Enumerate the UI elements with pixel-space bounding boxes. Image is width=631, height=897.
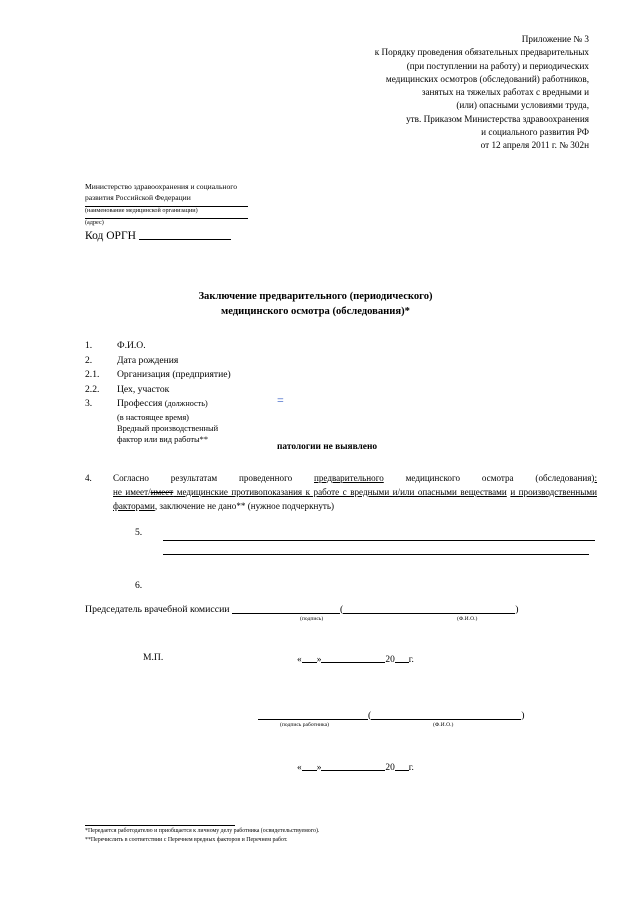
- item-number: 5.: [135, 527, 143, 538]
- item-number: 6.: [135, 580, 143, 591]
- item-5-blank-line-1[interactable]: [163, 527, 595, 541]
- header-line-6: (или) опасными условиями труда,: [456, 100, 589, 111]
- close-paren: ): [521, 710, 525, 721]
- item-label: Ф.И.О.: [117, 340, 146, 351]
- year-field[interactable]: [395, 760, 409, 771]
- conclusion-production-factors: и производственными факторами: [113, 487, 597, 512]
- footnote-2: **Перечислить в соответствии с Перечнем вредных факторов и Перечнем работ.: [85, 836, 288, 843]
- footnote-1: *Передается работодателю и приобщается к личному делу работника (освидетельствуемого).: [85, 828, 320, 834]
- form-field-list: [85, 339, 505, 446]
- conclusion-line-1: [113, 471, 597, 485]
- conclusion-seg-colon: :: [594, 473, 597, 483]
- item-5-fill-lines: [163, 527, 595, 555]
- item-number: 1.: [85, 340, 93, 351]
- profession-label-sub: (должность): [164, 399, 208, 409]
- date-line-worker: [297, 760, 414, 773]
- conclusion-seg-underlined: предварительного: [314, 473, 384, 483]
- ministry-line-2: развития Российской Федерации: [85, 192, 191, 202]
- list-item: [85, 368, 505, 383]
- conclusion-line-3-rest: , заключение не дано** (нужное подчеркнуть): [154, 501, 335, 512]
- month-field[interactable]: [321, 652, 385, 663]
- header-line-8: и социального развития РФ: [481, 127, 589, 138]
- header-line-3: (при поступлении на работу) и периодических: [406, 60, 589, 71]
- header-line-4: медицинских осмотров (обследований) работников,: [385, 73, 589, 84]
- item-number: 2.1.: [85, 369, 100, 381]
- page-title-line-2: медицинского осмотра (обследования)*: [221, 306, 410, 317]
- item-5-blank-line-2[interactable]: [163, 541, 589, 555]
- conclusion-contraindications: медицинские противопоказания к работе с вредными и/или опасными веществами: [173, 487, 507, 498]
- day-field[interactable]: [302, 652, 317, 663]
- year-prefix: 20: [385, 763, 395, 773]
- header-line-1: Приложение № 3: [521, 34, 589, 44]
- item-number: 4.: [85, 473, 92, 483]
- quote-close: »: [316, 763, 322, 773]
- header-line-9: от 12 апреля 2011 г. № 302н: [480, 140, 589, 151]
- quote-open: «: [297, 655, 302, 665]
- item-5-block: [135, 527, 595, 555]
- conclusion-seg-1: Согласно результатам проведенного: [113, 473, 315, 483]
- header-line-7: утв. Приказом Министерства здравоохранения: [406, 113, 589, 124]
- ministry-line-1: Министерство здравоохранения и социального: [85, 182, 237, 191]
- profession-subline-1: (в настоящее время): [117, 412, 189, 422]
- quote-open: «: [297, 763, 302, 773]
- orgn-row: [85, 229, 285, 243]
- orgn-blank-field[interactable]: [139, 229, 231, 240]
- profession-subline-3: фактор или вид работы**: [117, 435, 209, 445]
- pathology-note: патологии не выявлено: [277, 442, 378, 452]
- orgn-label: Код ОРГН: [85, 230, 136, 242]
- caption-fio: (Ф.И.О.): [433, 722, 454, 728]
- conclusion-not-has: не имеет/: [113, 487, 151, 498]
- conclusion-seg-3: медицинского осмотра (обследования): [383, 473, 595, 483]
- item-number: 2.: [85, 354, 93, 366]
- item-label: Дата рождения: [117, 354, 179, 366]
- profession-subline-2: Вредный производственный: [117, 424, 219, 434]
- item-label: Организация (предприятие): [117, 369, 231, 381]
- quote-close: »: [316, 655, 322, 665]
- conclusion-has-struck: имеет: [150, 487, 174, 498]
- year-field[interactable]: [395, 652, 409, 663]
- chairman-fio-field[interactable]: [343, 602, 515, 614]
- list-item: [85, 354, 505, 369]
- chairman-signature-row: [85, 602, 555, 616]
- close-paren: ): [515, 604, 519, 615]
- page-title-line-1: Заключение предварительного (периодического): [198, 291, 433, 302]
- chairman-signature-field[interactable]: [232, 602, 340, 614]
- footnote-separator: [85, 825, 235, 826]
- address-caption: (адрес): [85, 219, 104, 226]
- month-field[interactable]: [321, 760, 385, 771]
- item-label: [117, 397, 505, 412]
- conclusion-text: [113, 471, 597, 514]
- day-field[interactable]: [302, 760, 317, 771]
- stamp-place-label: М.П.: [143, 652, 164, 663]
- item-number: 3.: [85, 398, 93, 410]
- header-line-5: занятых на тяжелых работах с вредными и: [421, 87, 589, 98]
- item-label: Цех, участок: [117, 383, 170, 395]
- list-item: [85, 383, 505, 398]
- list-item-profession: [85, 397, 505, 412]
- item-6-block: [135, 580, 142, 591]
- appendix-header: [319, 33, 589, 153]
- org-name-caption: (наименование медицинской организации): [85, 207, 198, 214]
- footnotes-block: [85, 825, 545, 844]
- open-paren: (: [340, 604, 344, 615]
- date-line-chairman: [297, 652, 414, 665]
- worker-fio-field[interactable]: [371, 708, 521, 720]
- caption-fio: (Ф.И.О.): [457, 616, 478, 622]
- page-title: [0, 289, 631, 319]
- conclusion-paragraph: [85, 471, 597, 514]
- caption-worker-signature: (подпись работника): [280, 722, 330, 728]
- ministry-block: [85, 182, 285, 243]
- worker-signature-row: [258, 708, 558, 721]
- item-number: 2.2.: [85, 383, 100, 395]
- worker-signature-field[interactable]: [258, 708, 368, 720]
- open-paren: (: [368, 710, 372, 721]
- chairman-label: Председатель врачебной комиссии: [85, 604, 230, 615]
- year-suffix: г.: [408, 655, 414, 665]
- year-suffix: г.: [408, 763, 414, 773]
- equals-annotation-mark: =: [277, 393, 284, 407]
- profession-label: Профессия: [117, 398, 163, 410]
- caption-signature: (подпись): [300, 616, 324, 622]
- list-item: [85, 339, 505, 354]
- year-prefix: 20: [385, 655, 395, 665]
- header-line-2: к Порядку проведения обязательных предварительных: [374, 47, 589, 58]
